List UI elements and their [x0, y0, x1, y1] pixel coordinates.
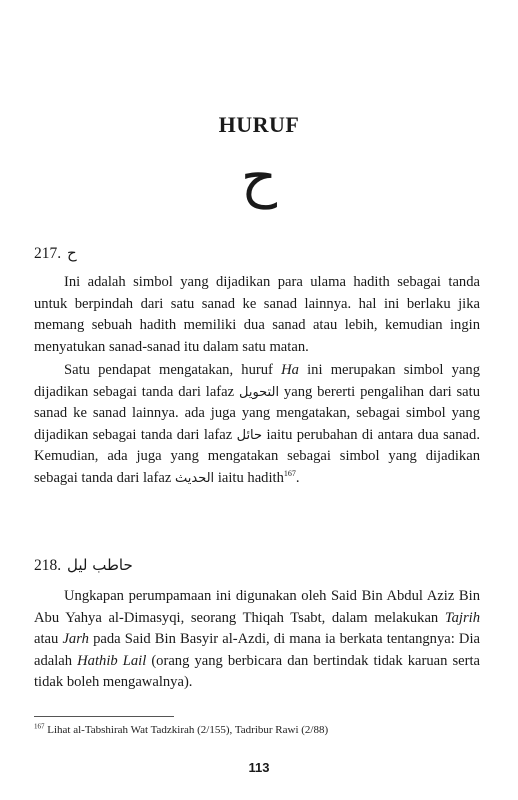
arabic-word: حائل: [236, 427, 263, 443]
arabic-word: التحويل: [238, 384, 280, 400]
entry-arabic-term: حاطب ليل: [67, 556, 133, 574]
paragraph-text: iaitu perubahan di antara dua sanad. Kemudian, ada juga yang mengatakan sebagai simbol yang dijadikan sebagai tanda dari lafaz: [34, 426, 480, 486]
chapter-title: HURUF: [218, 112, 300, 137]
paragraph-text: yang bererti pengalihan dari satu sanad ke sanad lainnya. ada juga yang mengatakan, sebagai simbol yang dijadikan sebagai tanda dari lafaz: [34, 383, 480, 443]
footnote-text: Lihat al-Tabshirah Wat Tadzkirah (2/155), Tadribur Rawi (2/88): [44, 724, 329, 736]
paragraph-text: Ini adalah simbol yang dijadikan para ulama hadith sebagai tanda untuk berpindah dari satu sanad ke sanad lainnya. hal ini berlaku jika memang sebuah hadith memiliki dua sanad atau lebih, kemudian ingin menyatukan sanad-sanad itu dalam satu matan.: [34, 274, 480, 355]
paragraph-text: (orang yang berbicara dan bertindak tidak karuan serta tidak boleh mengawalnya).: [34, 652, 481, 690]
entry-number: 218.: [34, 557, 62, 574]
italic-term: Jarh: [62, 631, 89, 647]
entry-217-heading: [34, 244, 77, 263]
footnote: [34, 724, 328, 736]
entry-217-paragraph-2: [34, 360, 480, 489]
chapter-letter: ح: [240, 147, 278, 209]
italic-term: Hathib Lail: [77, 652, 147, 669]
footnote-divider: [34, 716, 174, 717]
paragraph-text: iaitu hadith: [214, 469, 284, 486]
entry-number: 217.: [34, 245, 62, 262]
footnote-number: 167: [34, 722, 45, 731]
footnote-reference[interactable]: 167: [283, 468, 296, 478]
paragraph-text: pada Said Bin Basyir al-Azdi, di mana ia berkata tentangnya: Dia adalah: [34, 631, 480, 669]
entry-218-paragraph: [34, 586, 480, 694]
page-number: 113: [248, 760, 270, 775]
entry-arabic-term: ح: [67, 244, 77, 262]
paragraph-text: atau: [34, 631, 63, 647]
paragraph-text: Ungkapan perumpamaan ini digunakan oleh Said Bin Abdul Aziz Bin Abu Yahya al-Dimasyqi, seorang Thiqah Tsabt, dalam melakukan: [34, 588, 480, 626]
paragraph-text: Satu pendapat mengatakan, huruf: [64, 362, 282, 378]
italic-term: Tajrih: [444, 609, 480, 626]
italic-term: Ha: [281, 362, 299, 378]
paragraph-text: ini merupakan simbol yang dijadikan sebagai tanda dari lafaz: [34, 362, 480, 400]
entry-218-heading: [34, 556, 133, 575]
paragraph-text: .: [295, 469, 300, 486]
entry-217-paragraph-1: [34, 272, 480, 358]
arabic-word: الحديث: [175, 470, 215, 486]
